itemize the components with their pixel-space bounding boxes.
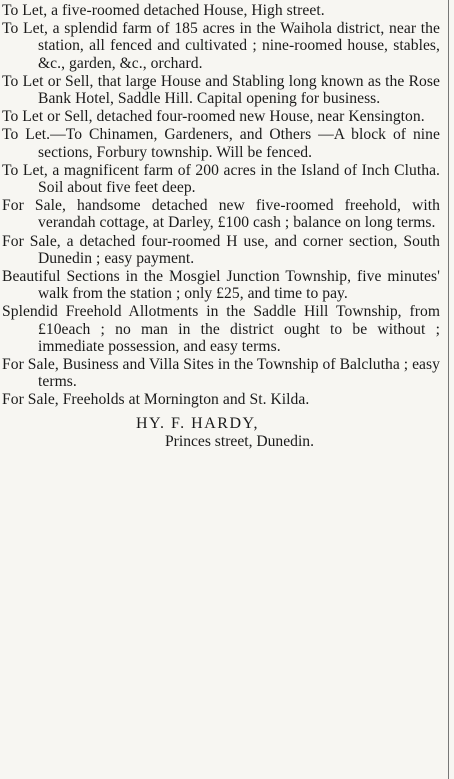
ad-rose-bank-hotel: To Let or Sell, that large House and Stabling long known as the Rose Bank Hotel, Saddle Hill. Capital opening for business. (2, 72, 440, 108)
ad-kensington-house: To Let or Sell, detached four-roomed new House, near Kensington. (2, 108, 425, 126)
ad-forbury-sections: To Let.—To Chinamen, Gardeners, and Others —A block of nine sections, Forbury township. Will be fenced. (2, 126, 440, 161)
column-rule (448, 0, 449, 779)
advertiser-address: Princes street, Dunedin. (165, 432, 314, 450)
ad-darley-freehold: For Sale, handsome detached new five-roomed freehold, with verandah cottage, at Darley, £100 cash ; balance on long terms. (2, 197, 440, 232)
ad-south-dunedin-house: For Sale, a detached four-roomed H use, and corner section, South Dunedin ; easy payment. (2, 232, 440, 267)
ad-mosgiel-sections: Beautiful Sections in the Mosgiel Junction Township, five minutes' walk from the station ; only £25, and time to pay. (2, 268, 440, 303)
ad-high-street-house: To Let, a five-roomed detached House, High street. (2, 2, 325, 19)
ad-balclutha-sites: For Sale, Business and Villa Sites in the Township of Balclutha ; easy terms. (2, 356, 440, 391)
ad-mornington-freeholds: For Sale, Freeholds at Mornington and St. Kilda. (2, 391, 310, 409)
ad-saddle-hill-allotments: Splendid Freehold Allotments in the Saddle Hill Township, from £10each ; no man in the district ought to be without ; immediate possession, and easy terms. (2, 303, 440, 355)
ad-waihola-farm: To Let, a splendid farm of 185 acres in the Waihola district, near the station, all fenced and cultivated ; nine-roomed house, stables, &c., garden, &c., orchard. (2, 20, 440, 72)
ad-inch-clutha-farm: To Let, a magnificent farm of 200 acres in the Island of Inch Clutha. Soil about five feet deep. (2, 161, 440, 197)
advertiser-signature (2, 415, 440, 451)
advertiser-name: HY. F. HARDY, (136, 414, 259, 432)
